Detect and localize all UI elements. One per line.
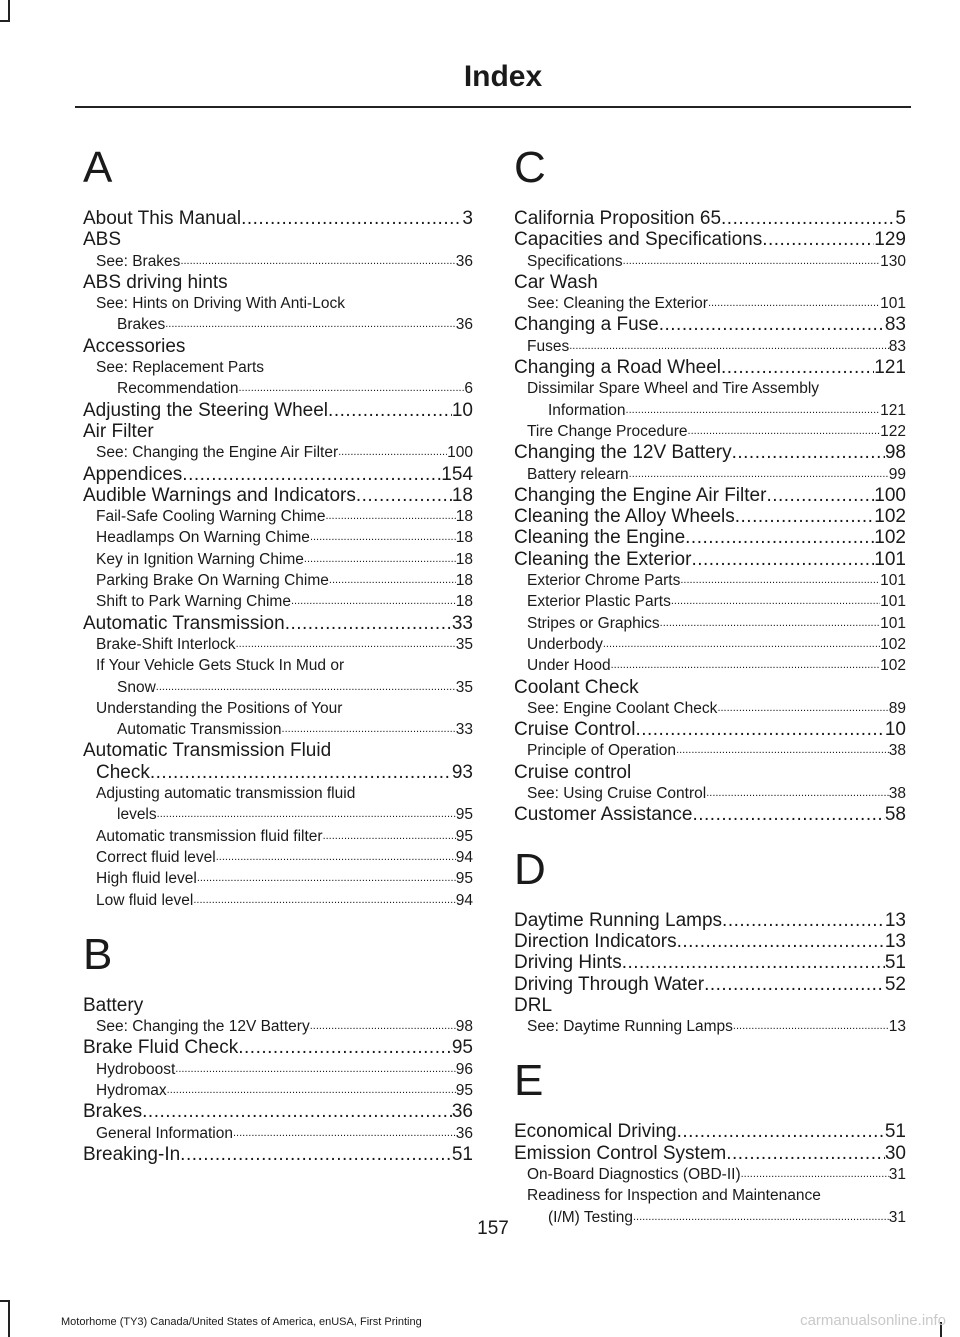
leader-dots [328, 400, 452, 421]
index-entry[interactable] [83, 485, 473, 506]
leader-dots [180, 251, 455, 272]
page-ref: 122 [880, 422, 906, 440]
index-subentry[interactable] [83, 890, 473, 911]
index-subentry[interactable] [514, 613, 906, 634]
entry-title: Capacities and Specifications [514, 229, 763, 251]
index-subentry[interactable] [514, 251, 906, 272]
leader-dots [708, 293, 880, 314]
leader-dots [611, 655, 881, 676]
page-ref: 5 [895, 208, 906, 229]
entry-title: Low fluid level [96, 891, 194, 909]
index-subentry-cont[interactable] [514, 400, 906, 421]
index-entry[interactable] [83, 208, 473, 229]
page-ref: 18 [455, 572, 473, 590]
index-entry[interactable] [514, 952, 906, 973]
entry-title: Emission Control System [514, 1142, 727, 1164]
page-ref: 31 [888, 1165, 906, 1183]
page-ref: 100 [874, 484, 906, 506]
page-ref: 38 [888, 785, 906, 803]
index-subentry[interactable] [83, 506, 473, 527]
page-ref: 121 [874, 357, 906, 379]
leader-dots [356, 485, 452, 506]
page-ref: 30 [884, 1142, 906, 1164]
entry-title: Recommendation [117, 380, 239, 398]
page-ref: 99 [888, 465, 906, 483]
index-subentry[interactable] [83, 527, 473, 548]
header-rule [75, 106, 911, 108]
entry-title: Principle of Operation [527, 742, 677, 760]
leader-dots [165, 314, 456, 335]
page-ref: 83 [884, 314, 906, 336]
page-ref: 33 [451, 612, 473, 634]
footer-text: Motorhome (TY3) Canada/United States of America, enUSA, First Printing [61, 1316, 422, 1328]
leader-dots [721, 357, 874, 378]
leader-dots [635, 719, 884, 740]
page-ref: 33 [455, 721, 473, 739]
entry-title: Fail-Safe Cooling Warning Chime [96, 508, 326, 526]
entry-title: Battery relearn [527, 465, 629, 483]
entry-title: (I/M) Testing [548, 1208, 633, 1226]
index-entry[interactable] [514, 910, 906, 931]
index-subentry[interactable] [83, 549, 473, 570]
leader-dots [721, 208, 895, 229]
leader-dots [175, 1059, 455, 1080]
leader-dots [167, 1080, 456, 1101]
index-subentry-cont[interactable] [83, 804, 473, 825]
page-ref: 3 [462, 208, 473, 229]
entry-title: California Proposition 65 [514, 208, 722, 229]
index-entry[interactable] [514, 314, 906, 335]
index-entry[interactable] [514, 1121, 906, 1142]
index-subentry[interactable] [514, 464, 906, 485]
page-ref: 96 [455, 1060, 473, 1078]
index-subentry[interactable] [514, 698, 906, 719]
page-ref: 89 [888, 699, 906, 717]
page-ref: 31 [888, 1208, 906, 1226]
page-ref: 95 [451, 1037, 473, 1059]
entry-title: Stripes or Graphics [527, 614, 660, 632]
index-subentry[interactable] [83, 847, 473, 868]
page-ref: 101 [880, 295, 906, 313]
entry-title: Parking Brake On Warning Chime [96, 572, 329, 590]
leader-dots [706, 783, 889, 804]
index-entry[interactable] [514, 549, 906, 570]
entry-title: Shift to Park Warning Chime [96, 593, 291, 611]
index-subentry-cont[interactable] [83, 314, 473, 335]
leader-dots [569, 336, 889, 357]
index-subentry[interactable] [514, 655, 906, 676]
leader-dots [193, 890, 455, 911]
leader-dots [329, 570, 456, 591]
entry-title: High fluid level [96, 870, 197, 888]
leader-dots [150, 762, 452, 783]
entry-title: Brakes [83, 1101, 143, 1123]
entry-title: levels [117, 806, 157, 824]
index-entry: Automatic Transmission Fluid [83, 740, 332, 762]
entry-title: Key in Ignition Warning Chime [96, 550, 304, 568]
index-subentry[interactable] [514, 1016, 906, 1037]
entry-title: Tire Change Procedure [527, 422, 688, 440]
leader-dots [325, 506, 455, 527]
entry-title: See: Daytime Running Lamps [527, 1018, 733, 1036]
leader-dots [236, 634, 456, 655]
page-ref: 6 [464, 380, 473, 398]
index-subentry-cont[interactable] [83, 378, 473, 399]
page-title: Index [463, 60, 543, 93]
page-ref: 101 [880, 572, 906, 590]
page-ref: 102 [880, 635, 906, 653]
leader-dots [732, 442, 885, 463]
entry-title: Driving Through Water [514, 973, 705, 995]
page-ref: 13 [888, 1018, 906, 1036]
index-column-left [83, 138, 473, 1165]
leader-dots [677, 1121, 885, 1142]
index-subentry: See: Replacement Parts [96, 359, 265, 377]
page-ref: 101 [874, 548, 906, 570]
page-ref: 83 [888, 337, 906, 355]
page-ref: 100 [447, 444, 473, 462]
index-entry: Cruise control [514, 761, 632, 783]
index-entry: Battery [83, 994, 144, 1016]
entry-title: Check [96, 761, 150, 783]
entry-title: Cleaning the Alloy Wheels [514, 506, 735, 528]
index-subentry: Dissimilar Spare Wheel and Tire Assembly [527, 380, 820, 398]
entry-title: Customer Assistance [514, 804, 693, 826]
index-entry[interactable] [514, 208, 906, 229]
page-ref: 10 [884, 719, 906, 741]
index-entry: DRL [514, 994, 553, 1016]
index-subentry[interactable] [514, 634, 906, 655]
leader-dots [671, 591, 880, 612]
section-letter: D [514, 844, 546, 894]
entry-title: Under Hood [527, 657, 611, 675]
page-ref: 38 [888, 742, 906, 760]
leader-dots [741, 1164, 889, 1185]
index-entry[interactable] [83, 1037, 473, 1058]
leader-dots [659, 314, 885, 335]
leader-dots [692, 804, 884, 825]
leader-dots [238, 378, 464, 399]
index-entry: Coolant Check [514, 676, 639, 698]
page-ref: 98 [884, 442, 906, 464]
entry-title: Snow [117, 678, 156, 696]
entry-title: Breaking-In [83, 1143, 181, 1165]
section-letter: E [514, 1056, 544, 1106]
index-subentry[interactable] [83, 868, 473, 889]
index-entry: Accessories [83, 335, 186, 357]
page-ref: 18 [455, 593, 473, 611]
entry-title: Economical Driving [514, 1121, 677, 1143]
entry-title: Underbody [527, 635, 603, 653]
index-subentry[interactable] [514, 336, 906, 357]
entry-title: Appendices [83, 463, 183, 485]
leader-dots [680, 570, 880, 591]
leader-dots [735, 506, 875, 527]
page-ref: 51 [451, 1143, 473, 1165]
page-ref: 94 [455, 848, 473, 866]
page-ref: 10 [451, 399, 473, 421]
index-entry[interactable] [83, 400, 473, 421]
leader-dots [733, 1016, 889, 1037]
index-entry[interactable] [514, 229, 906, 250]
index-entry[interactable] [83, 613, 473, 634]
index-subentry[interactable] [83, 251, 473, 272]
page-ref: 52 [884, 973, 906, 995]
page-ref: 36 [455, 1124, 473, 1142]
index-subentry[interactable] [83, 570, 473, 591]
entry-title: Hydromax [96, 1081, 167, 1099]
index-subentry[interactable] [514, 293, 906, 314]
entry-title: See: Changing the Engine Air Filter [96, 444, 339, 462]
page-ref: 13 [884, 930, 906, 952]
section-letter: A [83, 143, 113, 192]
leader-dots [623, 251, 880, 272]
entry-title: See: Changing the 12V Battery [96, 1018, 310, 1036]
leader-dots [762, 229, 874, 250]
leader-dots [156, 677, 456, 698]
entry-title: Cleaning the Exterior [514, 548, 692, 570]
page-ref: 95 [455, 1081, 473, 1099]
index-entry[interactable] [83, 1101, 473, 1122]
page-ref: 95 [455, 870, 473, 888]
entry-title: Cruise Control [514, 719, 636, 741]
index-subentry[interactable] [83, 634, 473, 655]
index-subentry[interactable] [514, 591, 906, 612]
index-entry[interactable] [83, 464, 473, 485]
page-ref: 94 [455, 891, 473, 909]
page-ref: 98 [455, 1018, 473, 1036]
index-subentry[interactable] [83, 1059, 473, 1080]
leader-dots [282, 719, 456, 740]
page-ref: 102 [880, 657, 906, 675]
entry-title: Changing a Fuse [514, 314, 659, 336]
entry-title: Exterior Plastic Parts [527, 593, 671, 611]
leader-dots [238, 1037, 452, 1058]
page-ref: 18 [455, 550, 473, 568]
index-subentry[interactable] [83, 591, 473, 612]
leader-dots [626, 400, 881, 421]
index-entry[interactable] [514, 719, 906, 740]
crop-mark-bottom-left-h [0, 1300, 10, 1302]
entry-title: On-Board Diagnostics (OBD-II) [527, 1165, 741, 1183]
index-subentry-cont[interactable] [83, 677, 473, 698]
leader-dots [216, 847, 456, 868]
page-ref: 58 [884, 804, 906, 826]
index-subentry[interactable] [83, 826, 473, 847]
leader-dots [691, 549, 874, 570]
index-entry[interactable] [514, 804, 906, 825]
leader-dots [285, 613, 452, 634]
index-subentry[interactable] [83, 1123, 473, 1144]
leader-dots [677, 931, 885, 952]
leader-dots [310, 1016, 456, 1037]
entry-title: Brake-Shift Interlock [96, 635, 236, 653]
entry-title: Changing the 12V Battery [514, 442, 732, 464]
index-subentry: See: Hints on Driving With Anti-Lock [96, 295, 345, 313]
page-ref: 101 [880, 593, 906, 611]
index-subentry: Readiness for Inspection and Maintenance [527, 1187, 821, 1205]
index-subentry: Understanding the Positions of Your [96, 699, 343, 717]
index-entry[interactable] [514, 527, 906, 548]
entry-title: About This Manual [83, 208, 242, 229]
leader-dots [660, 613, 880, 634]
page-ref: 95 [455, 806, 473, 824]
page-ref: 18 [455, 529, 473, 547]
leader-dots [197, 868, 456, 889]
leader-dots [233, 1123, 456, 1144]
leader-dots [304, 549, 456, 570]
watermark: carmanualsonline.info [800, 1312, 946, 1329]
page-number: 157 [477, 1218, 509, 1239]
entry-title: Brake Fluid Check [83, 1037, 239, 1059]
index-entry: ABS driving hints [83, 271, 228, 293]
leader-dots [310, 527, 456, 548]
entry-title: Fuses [527, 337, 570, 355]
leader-dots [622, 952, 885, 973]
index-subentry[interactable] [514, 421, 906, 442]
crop-mark-bottom-left [8, 1300, 10, 1337]
page-ref: 18 [455, 508, 473, 526]
entry-title: Automatic Transmission [117, 721, 282, 739]
entry-title: General Information [96, 1124, 233, 1142]
leader-dots [722, 910, 885, 931]
leader-dots [603, 634, 880, 655]
page-ref: 13 [884, 909, 906, 931]
entry-title: Audible Warnings and Indicators [83, 484, 356, 506]
section-letter: B [83, 929, 113, 979]
entry-title: Daytime Running Lamps [514, 909, 723, 931]
leader-dots [726, 1143, 885, 1164]
page-ref: 35 [455, 635, 473, 653]
index-subentry[interactable] [514, 1164, 906, 1185]
entry-title: See: Cleaning the Exterior [527, 295, 708, 313]
entry-title: Automatic transmission fluid filter [96, 827, 323, 845]
index-subentry[interactable] [83, 442, 473, 463]
page-ref: 129 [874, 229, 906, 251]
page-ref: 36 [451, 1101, 473, 1123]
leader-dots [704, 974, 885, 995]
leader-dots [180, 1144, 452, 1165]
index-entry: Air Filter [83, 420, 154, 442]
entry-title: Headlamps On Warning Chime [96, 529, 310, 547]
index-subentry[interactable] [514, 740, 906, 761]
leader-dots [157, 804, 456, 825]
entry-title: Specifications [527, 252, 623, 270]
page-ref: 121 [880, 401, 906, 419]
index-entry[interactable] [514, 442, 906, 463]
index-entry[interactable] [514, 1143, 906, 1164]
leader-dots [629, 464, 889, 485]
page-ref: 51 [884, 1121, 906, 1143]
entry-title: Brakes [117, 316, 166, 334]
entry-title: See: Brakes [96, 252, 181, 270]
section-letter: C [514, 143, 546, 192]
index-entry-cont[interactable] [83, 762, 473, 783]
page-ref: 35 [455, 678, 473, 696]
page-ref: 102 [874, 506, 906, 528]
leader-dots [323, 826, 456, 847]
entry-title: See: Engine Coolant Check [527, 699, 718, 717]
crop-mark-top-left-h [0, 20, 10, 22]
index-subentry-cont[interactable] [83, 719, 473, 740]
page-ref: 130 [880, 252, 906, 270]
entry-title: Changing the Engine Air Filter [514, 484, 767, 506]
leader-dots [717, 698, 888, 719]
entry-title: Changing a Road Wheel [514, 357, 722, 379]
entry-title: See: Using Cruise Control [527, 785, 707, 803]
index-entry: Car Wash [514, 271, 598, 293]
index-subentry[interactable] [514, 783, 906, 804]
entry-title: Hydroboost [96, 1060, 176, 1078]
index-subentry[interactable] [514, 570, 906, 591]
page-ref: 93 [451, 761, 473, 783]
page-ref: 51 [884, 952, 906, 974]
page-ref: 101 [880, 614, 906, 632]
entry-title: Automatic Transmission [83, 612, 285, 634]
page-ref: 95 [455, 827, 473, 845]
entry-title: Information [548, 401, 626, 419]
index-column-right [514, 138, 906, 1228]
page-ref: 102 [874, 527, 906, 549]
index-entry[interactable] [514, 931, 906, 952]
leader-dots [688, 421, 881, 442]
index-subentry[interactable] [83, 1080, 473, 1101]
index-entry[interactable] [514, 974, 906, 995]
crop-mark-top-left [8, 0, 10, 20]
leader-dots [685, 527, 874, 548]
page-ref: 36 [455, 316, 473, 334]
entry-title: Adjusting the Steering Wheel [83, 399, 329, 421]
index-entry[interactable] [83, 1144, 473, 1165]
leader-dots [338, 442, 447, 463]
entry-title: Driving Hints [514, 952, 622, 974]
index-subentry[interactable] [83, 1016, 473, 1037]
leader-dots [676, 740, 889, 761]
leader-dots [291, 591, 456, 612]
page-ref: 36 [455, 252, 473, 270]
entry-title: Direction Indicators [514, 930, 677, 952]
leader-dots [182, 464, 441, 485]
leader-dots [766, 485, 874, 506]
index-entry: ABS [83, 229, 122, 251]
entry-title: Exterior Chrome Parts [527, 572, 681, 590]
entry-title: Correct fluid level [96, 848, 216, 866]
leader-dots [241, 208, 462, 229]
index-subentry: If Your Vehicle Gets Stuck In Mud or [96, 657, 345, 675]
index-entry[interactable] [514, 357, 906, 378]
index-entry[interactable] [514, 506, 906, 527]
index-entry[interactable] [514, 485, 906, 506]
entry-title: Cleaning the Engine [514, 527, 686, 549]
page-ref: 18 [451, 484, 473, 506]
leader-dots [142, 1101, 452, 1122]
index-subentry: Adjusting automatic transmission fluid [96, 785, 356, 803]
page-ref: 154 [441, 463, 473, 485]
